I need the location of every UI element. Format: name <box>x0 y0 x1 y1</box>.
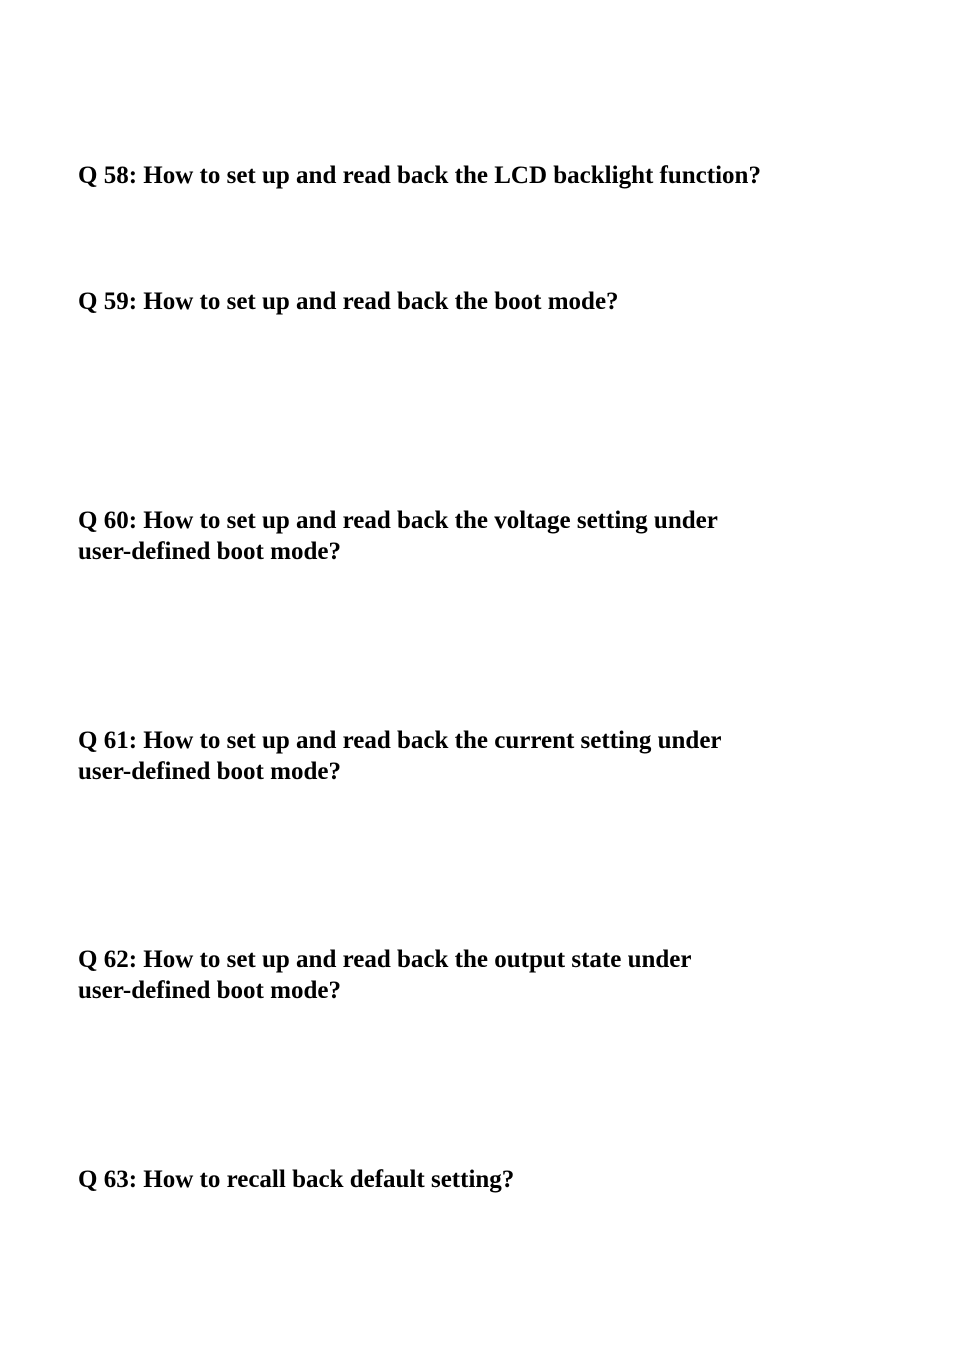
question-61 <box>78 725 898 787</box>
question-61-line-2: user-defined boot mode? <box>78 758 341 785</box>
question-59-line-1: Q 59: How to set up and read back the boot mode? <box>78 288 619 315</box>
question-58 <box>78 160 898 191</box>
question-60-line-1: Q 60: How to set up and read back the voltage setting under <box>78 507 718 534</box>
question-61-line-1: Q 61: How to set up and read back the current setting under <box>78 727 722 754</box>
question-62-line-2: user-defined boot mode? <box>78 977 341 1004</box>
question-60 <box>78 505 898 567</box>
question-63 <box>78 1164 898 1195</box>
question-60-line-2: user-defined boot mode? <box>78 538 341 565</box>
question-63-line-1: Q 63: How to recall back default setting? <box>78 1166 515 1193</box>
question-62 <box>78 944 898 1006</box>
question-59 <box>78 286 898 317</box>
question-62-line-1: Q 62: How to set up and read back the output state under <box>78 946 692 973</box>
question-58-line-1: Q 58: How to set up and read back the LCD backlight function? <box>78 162 761 189</box>
